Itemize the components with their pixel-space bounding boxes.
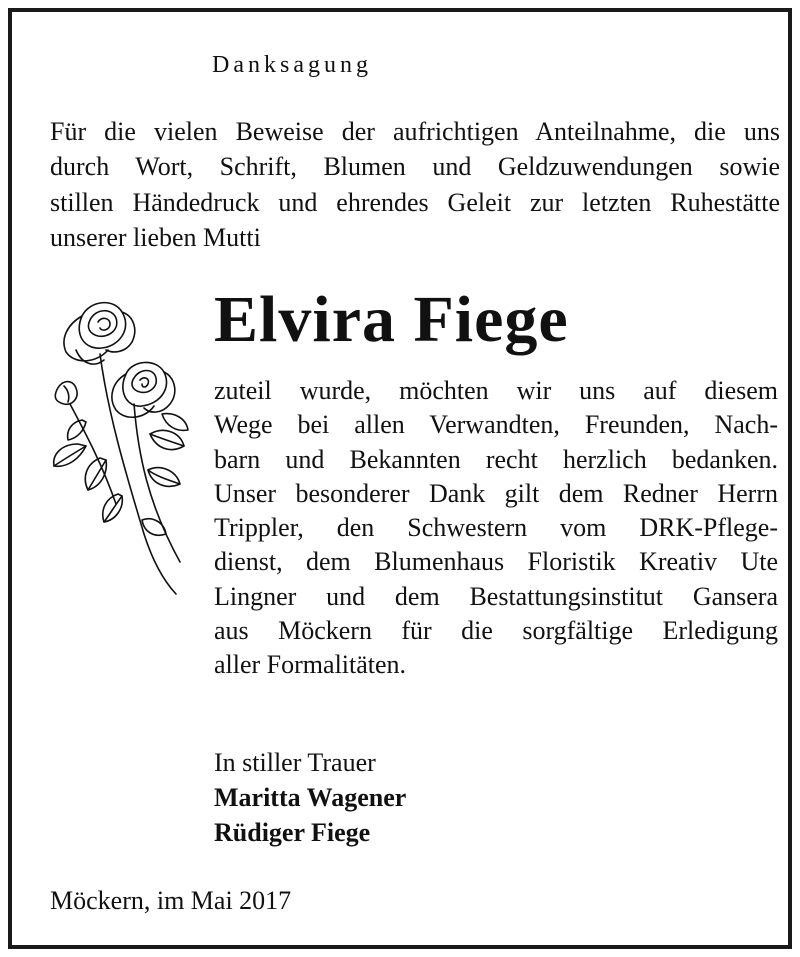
body-line: Wege bei allen Verwandten, Freunden, Nach-	[214, 410, 778, 440]
body-line: zuteil wurde, möchten wir uns auf diesem	[214, 376, 778, 405]
deceased-name: Elvira Fiege	[214, 283, 569, 356]
closing-phrase: In stiller Trauer	[214, 748, 376, 777]
signatory-name: Maritta Wagener	[214, 783, 407, 812]
body-line: aus Möckern für die sorgfältige Erledigung	[214, 616, 778, 646]
roses-illustration	[42, 294, 202, 604]
body-line: dienst, dem Blumenhaus Floristik Kreativ Ute	[214, 547, 778, 577]
body-line: Lingner und dem Bestattungsinstitut Gansera	[214, 581, 778, 611]
notice-frame	[8, 8, 792, 949]
intro-line: Für die vielen Beweise der aufrichtigen Anteilnahme, die uns	[50, 117, 780, 146]
body-line: Unser besonderer Dank gilt dem Redner Herrn	[214, 478, 778, 508]
signatory-name: Rüdiger Fiege	[214, 818, 371, 847]
place-date: Möckern, im Mai 2017	[50, 886, 292, 915]
intro-line: unserer lieben Mutti	[50, 222, 261, 252]
body-line: aller Formalitäten.	[214, 650, 407, 680]
closing-block	[214, 745, 406, 850]
intro-line: stillen Händedruck und ehrendes Geleit zur letzten Ruhestätte	[50, 187, 780, 217]
body-line: barn und Bekannten recht herzlich bedanken.	[214, 444, 778, 474]
body-paragraph	[214, 374, 778, 683]
notice-heading: Danksagung	[212, 52, 372, 78]
intro-line: durch Wort, Schrift, Blumen und Geldzuwendungen sowie	[50, 152, 780, 182]
body-line: Trippler, den Schwestern vom DRK-Pflege-	[214, 513, 778, 543]
intro-paragraph	[50, 114, 780, 255]
